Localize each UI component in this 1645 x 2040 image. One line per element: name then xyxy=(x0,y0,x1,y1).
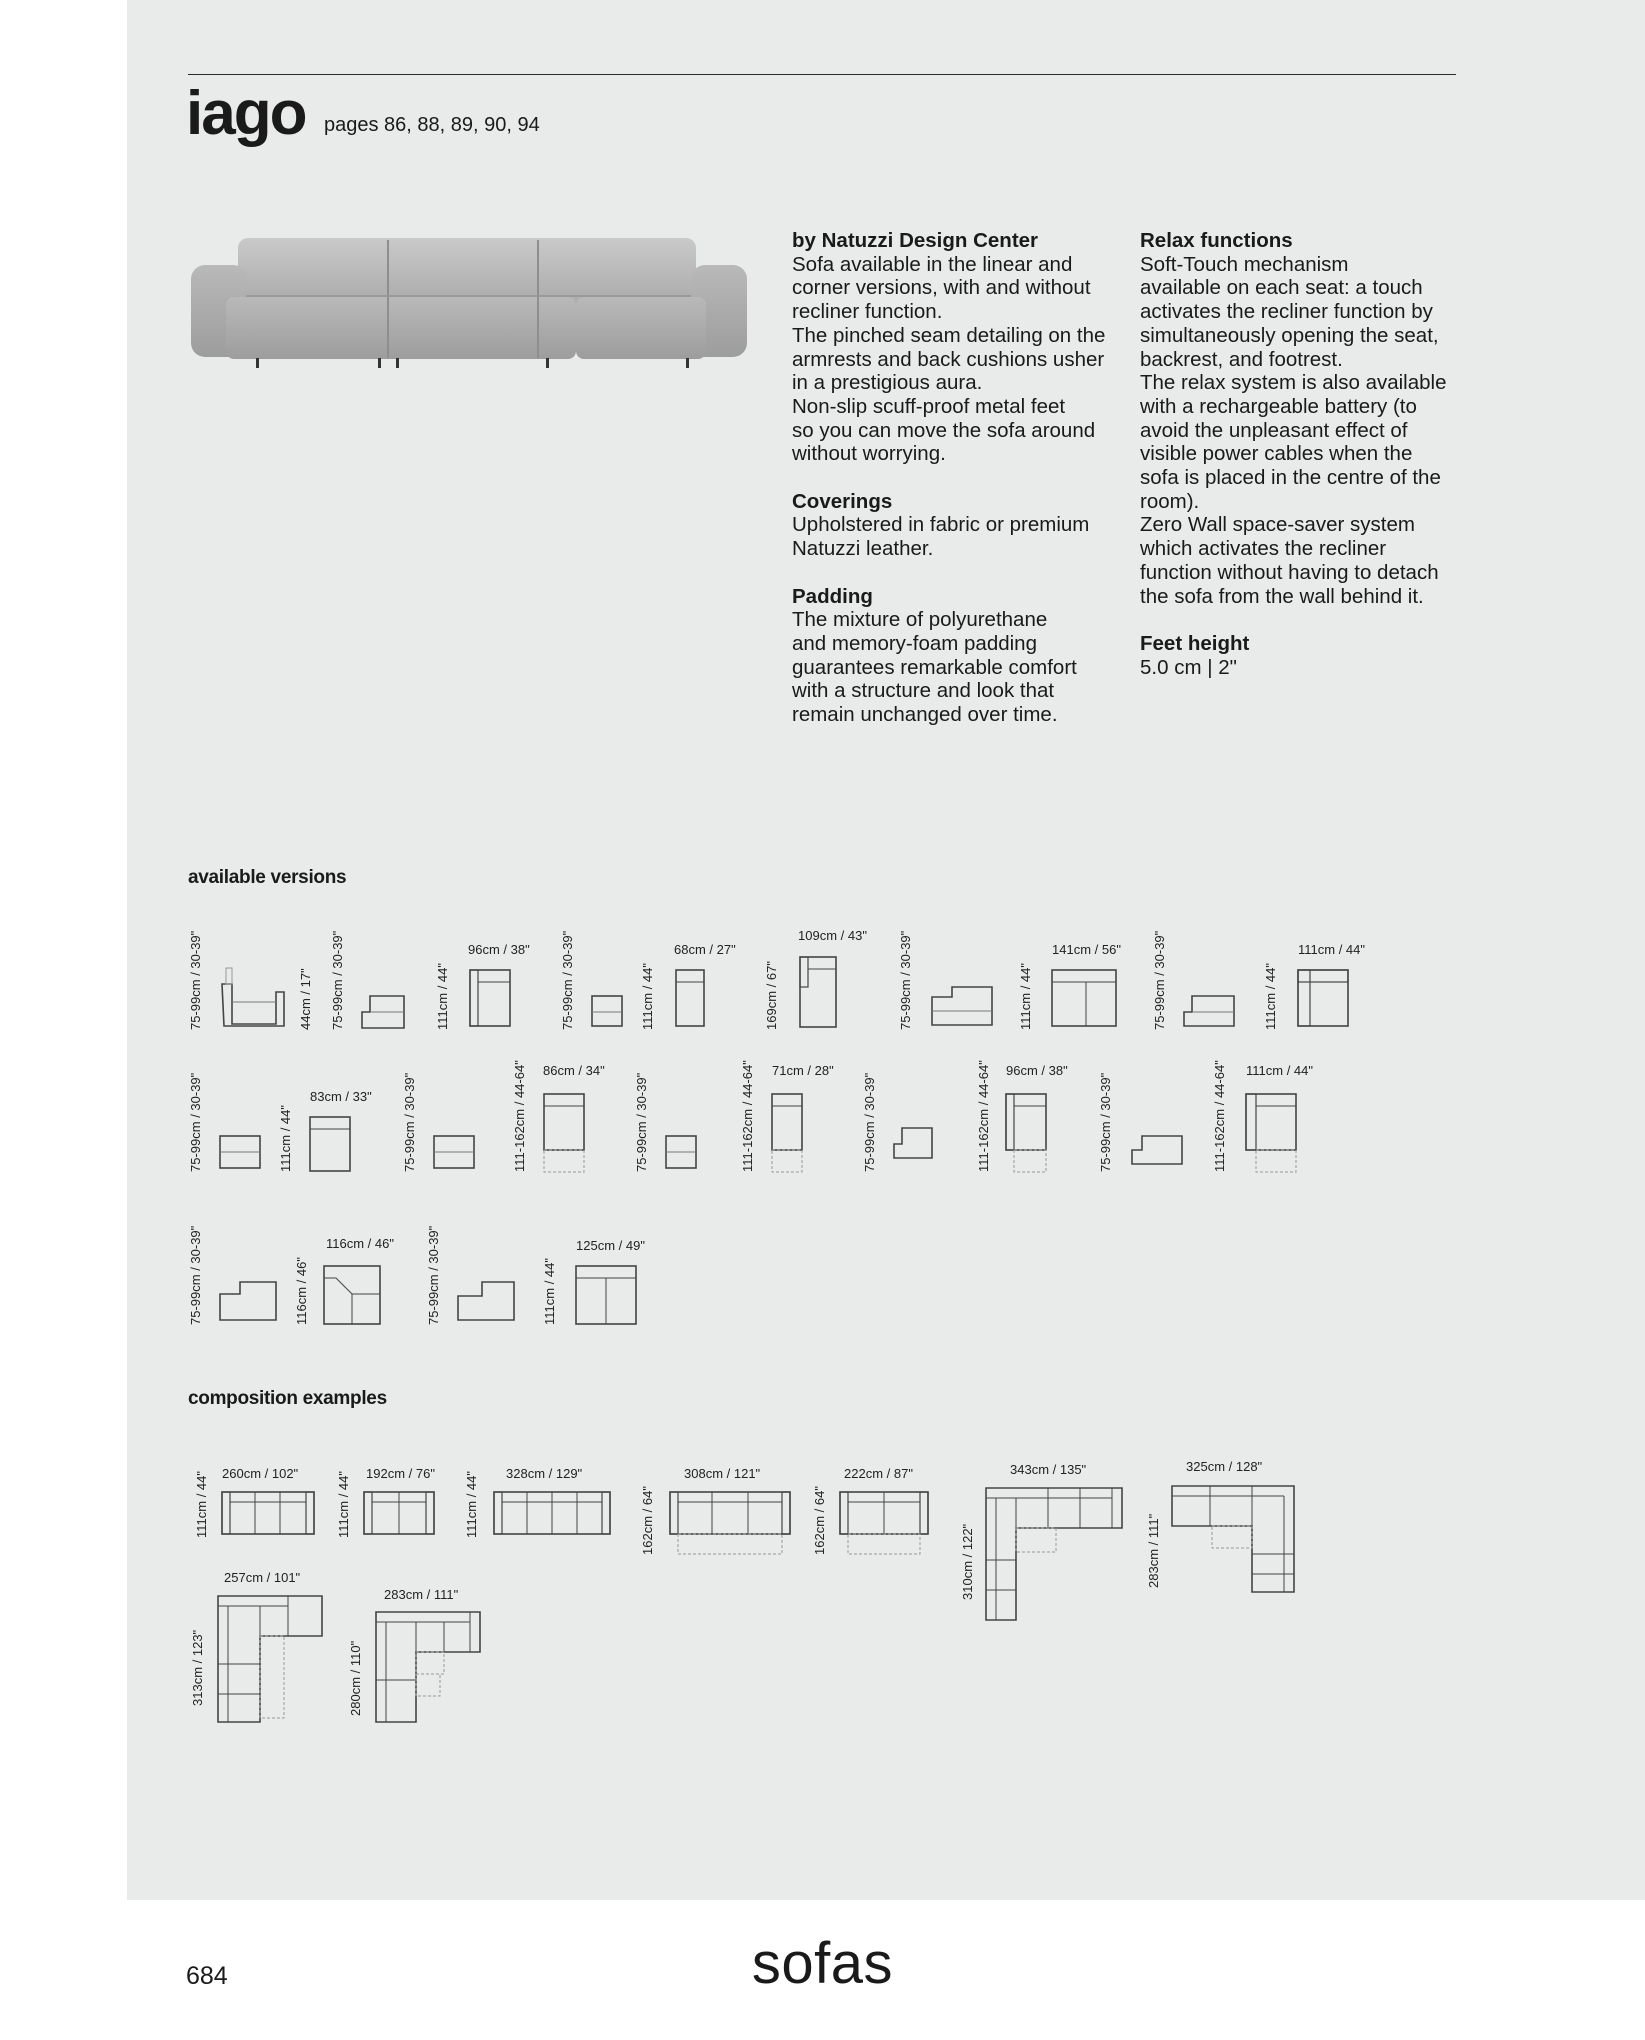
depth-label: 111cm / 44" xyxy=(194,1471,209,1538)
width-label: 325cm / 128" xyxy=(1186,1459,1263,1474)
feet-heading: Feet height xyxy=(1140,631,1250,655)
intro-line: without worrying. xyxy=(792,442,946,466)
relax-line: Zero Wall space-saver system xyxy=(1140,513,1415,537)
recliner-top-view xyxy=(770,1092,806,1176)
height-label: 75-99cm / 30-39" xyxy=(330,930,345,1030)
depth-label: 169cm / 67" xyxy=(764,961,779,1030)
width-label: 343cm / 135" xyxy=(1010,1462,1087,1477)
height-label: 75-99cm / 30-39" xyxy=(188,1072,203,1172)
composition-plan xyxy=(220,1490,318,1538)
coverings-heading: Coverings xyxy=(792,489,893,513)
relax-line: which activates the recliner xyxy=(1140,537,1387,561)
depth-label: 44cm / 17" xyxy=(298,968,313,1030)
module-top-view xyxy=(674,968,708,1030)
recliner-side-view xyxy=(1128,1124,1188,1174)
corner-side-view xyxy=(928,975,1000,1030)
composition-plan xyxy=(1170,1484,1298,1596)
depth-label: 283cm / 111" xyxy=(1146,1513,1161,1588)
relax-heading: Relax functions xyxy=(1140,229,1293,252)
armchair-side-view xyxy=(358,992,410,1030)
height-label: 75-99cm / 30-39" xyxy=(1098,1072,1113,1172)
intro-line: in a prestigious aura. xyxy=(792,371,983,395)
composition-plan xyxy=(374,1610,484,1726)
depth-label: 111cm / 44" xyxy=(1018,963,1033,1030)
padding-line: with a structure and look that xyxy=(792,679,1055,703)
feet-value: 5.0 cm | 2" xyxy=(1140,655,1237,679)
depth-label: 111cm / 44" xyxy=(336,1471,351,1538)
width-label: 141cm / 56" xyxy=(1052,942,1121,957)
section-title: sofas xyxy=(751,1931,894,1996)
armchair-side-view xyxy=(218,962,286,1030)
width-label: 192cm / 76" xyxy=(366,1466,435,1481)
depth-label: 111cm / 44" xyxy=(1263,963,1278,1030)
recliner-side-view xyxy=(430,1128,480,1174)
depth-label: 111-162cm / 44-64" xyxy=(1212,1060,1227,1172)
width-label: 283cm / 111" xyxy=(384,1587,459,1602)
corner-top-view xyxy=(1296,968,1352,1030)
width-label: 109cm / 43" xyxy=(798,928,867,943)
sofa-image xyxy=(186,232,752,378)
width-label: 222cm / 87" xyxy=(844,1466,913,1481)
recliner-side-view xyxy=(662,1128,702,1174)
relax-line: activates the recliner function by xyxy=(1140,300,1433,324)
width-label: 68cm / 27" xyxy=(674,942,736,957)
designer-credit: by Natuzzi Design Center xyxy=(792,229,1039,252)
corner-top-view xyxy=(322,1264,384,1328)
product-title: iago xyxy=(186,79,306,148)
depth-label: 111cm / 44" xyxy=(435,963,450,1030)
depth-label: 111cm / 44" xyxy=(542,1258,557,1325)
corner-top-view xyxy=(1050,968,1120,1030)
composition-plan xyxy=(492,1490,614,1538)
recliner-top-view xyxy=(1244,1092,1300,1176)
page-number: 684 xyxy=(186,1962,228,1990)
width-label: 86cm / 34" xyxy=(543,1063,605,1078)
depth-label: 280cm / 110" xyxy=(348,1640,363,1716)
depth-label: 111-162cm / 44-64" xyxy=(740,1060,755,1172)
title-rule xyxy=(188,74,1456,75)
width-label: 125cm / 49" xyxy=(576,1238,645,1253)
relax-line: backrest, and footrest. xyxy=(1140,347,1343,371)
module-top-view xyxy=(468,968,514,1030)
composition-examples-heading: composition examples xyxy=(188,1388,387,1409)
height-label: 75-99cm / 30-39" xyxy=(560,930,575,1030)
intro-line: recliner function. xyxy=(792,300,943,324)
height-label: 75-99cm / 30-39" xyxy=(1152,930,1167,1030)
description-column-right xyxy=(1140,229,1460,679)
recliner-top-view xyxy=(542,1092,588,1176)
depth-label: 111-162cm / 44-64" xyxy=(512,1060,527,1172)
corner-side-view xyxy=(454,1270,520,1326)
width-label: 116cm / 46" xyxy=(326,1236,394,1251)
width-label: 308cm / 121" xyxy=(684,1466,761,1481)
padding-line: guarantees remarkable comfort xyxy=(792,655,1077,679)
corner-side-view xyxy=(216,1270,282,1326)
coverings-line: Natuzzi leather. xyxy=(792,537,934,561)
relax-line: simultaneously opening the seat, xyxy=(1140,323,1439,347)
depth-label: 162cm / 64" xyxy=(812,1486,827,1555)
width-label: 260cm / 102" xyxy=(222,1466,299,1481)
width-label: 83cm / 33" xyxy=(310,1089,372,1104)
page-references: pages 86, 88, 89, 90, 94 xyxy=(324,114,540,136)
relax-line: The relax system is also available xyxy=(1140,371,1447,395)
armchair-side-view xyxy=(1180,988,1240,1030)
composition-plan xyxy=(668,1490,794,1558)
height-label: 75-99cm / 30-39" xyxy=(402,1072,417,1172)
recliner-top-view xyxy=(1004,1092,1050,1176)
width-label: 71cm / 28" xyxy=(772,1063,834,1078)
height-label: 75-99cm / 30-39" xyxy=(188,1225,203,1325)
height-label: 75-99cm / 30-39" xyxy=(634,1072,649,1172)
relax-line: the sofa from the wall behind it. xyxy=(1140,584,1424,608)
padding-heading: Padding xyxy=(792,584,873,608)
intro-line: corner versions, with and without xyxy=(792,276,1091,300)
padding-line: The mixture of polyurethane xyxy=(792,608,1048,632)
width-label: 328cm / 129" xyxy=(506,1466,583,1481)
width-label: 257cm / 101" xyxy=(224,1570,301,1585)
height-label: 75-99cm / 30-39" xyxy=(426,1225,441,1325)
intro-line: so you can move the sofa around xyxy=(792,418,1096,442)
intro-line: armrests and back cushions usher xyxy=(792,347,1105,371)
height-label: 75-99cm / 30-39" xyxy=(862,1072,877,1172)
module-top-view xyxy=(308,1115,354,1175)
height-label: 75-99cm / 30-39" xyxy=(188,930,203,1030)
composition-plan xyxy=(984,1486,1126,1624)
width-label: 111cm / 44" xyxy=(1246,1063,1313,1078)
relax-line: with a rechargeable battery (to xyxy=(1140,394,1417,418)
composition-plan xyxy=(216,1594,326,1726)
relax-line: Soft-Touch mechanism xyxy=(1140,252,1349,276)
module-side-view xyxy=(216,1128,266,1174)
height-label: 75-99cm / 30-39" xyxy=(898,930,913,1030)
relax-line: available on each seat: a touch xyxy=(1140,276,1423,300)
intro-line: Non-slip scuff-proof metal feet xyxy=(792,394,1066,418)
padding-line: and memory-foam padding xyxy=(792,631,1037,655)
depth-label: 116cm / 46" xyxy=(294,1257,309,1325)
width-label: 96cm / 38" xyxy=(468,942,530,957)
relax-line: visible power cables when the xyxy=(1140,442,1413,466)
relax-line: room). xyxy=(1140,489,1200,513)
depth-label: 111cm / 44" xyxy=(278,1105,293,1172)
relax-line: function without having to detach xyxy=(1140,560,1439,584)
depth-label: 111cm / 44" xyxy=(640,963,655,1030)
depth-label: 313cm / 123" xyxy=(190,1629,205,1706)
armless-side-view xyxy=(588,992,628,1030)
composition-plan xyxy=(362,1490,438,1538)
coverings-line: Upholstered in fabric or premium xyxy=(792,513,1090,537)
available-versions-heading: available versions xyxy=(188,867,347,888)
depth-label: 162cm / 64" xyxy=(640,1486,655,1555)
corner-top-view xyxy=(574,1264,640,1328)
depth-label: 310cm / 122" xyxy=(960,1523,975,1600)
intro-line: The pinched seam detailing on the xyxy=(792,323,1106,347)
recliner-side-view xyxy=(890,1118,940,1174)
chaise-top-view xyxy=(798,955,842,1030)
padding-line: remain unchanged over time. xyxy=(792,703,1058,727)
relax-line: avoid the unpleasant effect of xyxy=(1140,418,1408,442)
depth-label: 111cm / 44" xyxy=(464,1471,479,1538)
relax-line: sofa is placed in the centre of the xyxy=(1140,466,1441,490)
description-column-left xyxy=(792,229,1132,727)
width-label: 96cm / 38" xyxy=(1006,1063,1068,1078)
intro-line: Sofa available in the linear and xyxy=(792,252,1073,276)
width-label: 111cm / 44" xyxy=(1298,942,1365,957)
depth-label: 111-162cm / 44-64" xyxy=(976,1060,991,1172)
composition-plan xyxy=(838,1490,932,1558)
